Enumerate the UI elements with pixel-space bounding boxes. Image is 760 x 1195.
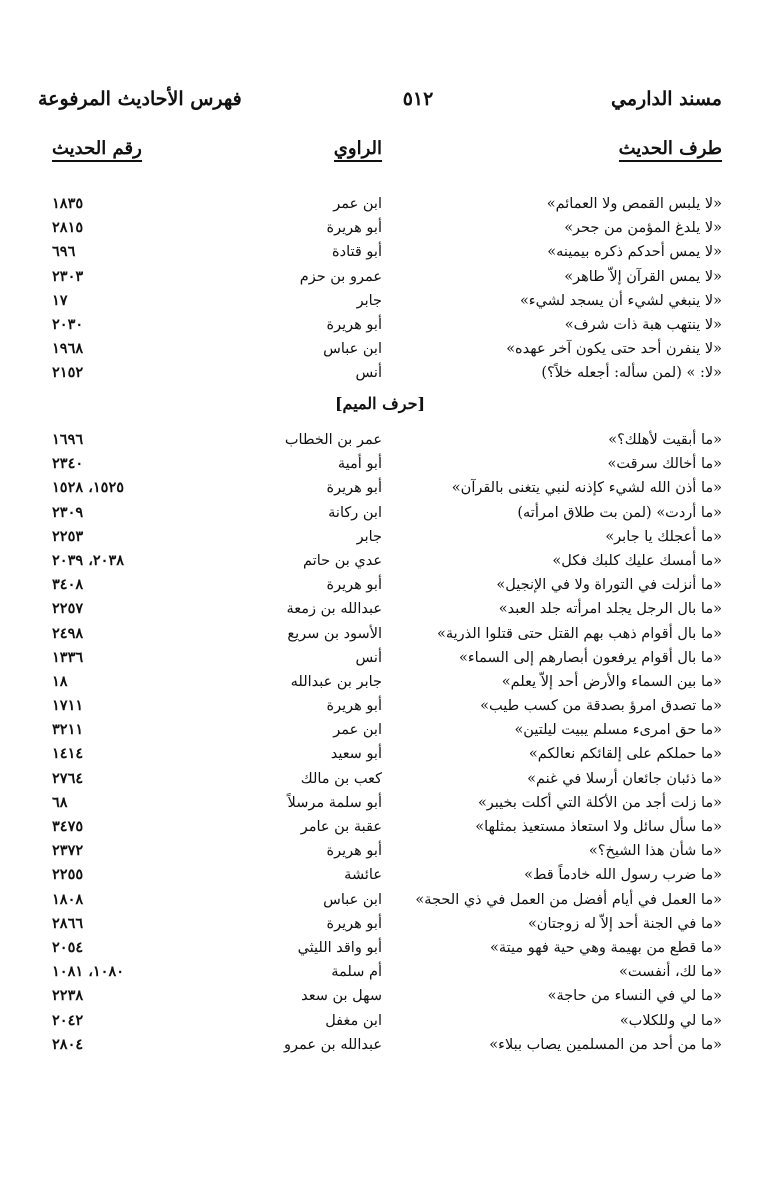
hadith-row (38, 694, 722, 718)
hadith-row (38, 767, 722, 791)
hadith-row (38, 622, 722, 646)
index-title: فهرس الأحاديث المرفوعة (38, 88, 242, 110)
hadith-narrator: عمر بن الخطاب (284, 432, 382, 448)
hadith-narrator: أبو هريرة (326, 577, 382, 594)
hadith-narrator: ابن عباس (323, 891, 382, 908)
hadith-narrator: ابن ركانة (328, 504, 382, 521)
hadith-number: ٢٢٥٣ (52, 527, 84, 545)
hadith-number: ١٨٠٨ (52, 890, 84, 908)
hadith-row (38, 863, 722, 887)
hadith-row (38, 646, 722, 670)
hadith-narrator: أنس (355, 649, 382, 666)
hadith-narrator: أم سلمة (331, 964, 382, 981)
hadith-narrator: كعب بن مالك (300, 770, 382, 787)
hadith-narrator: الأسود بن سريع (287, 625, 382, 642)
hadith-row (38, 742, 722, 766)
hadith-narrator: عائشة (344, 867, 382, 884)
hadith-number: ٢٣٧٢ (52, 842, 84, 860)
hadith-text: «ما أنزلت في التوراة ولا في الإنجيل» (496, 577, 722, 594)
hadith-row (38, 265, 722, 289)
hadith-list-lam (38, 192, 722, 386)
hadith-narrator: أبو سلمة مرسلاً (287, 794, 382, 811)
hadith-text: «ما لي في النساء من حاجة» (547, 988, 722, 1005)
hadith-row (38, 501, 722, 525)
hadith-row (38, 670, 722, 694)
hadith-narrator: أبو واقد الليثي (297, 939, 382, 956)
column-header-narrator: الراوي (334, 138, 382, 162)
hadith-text: «ما بال الرجل يجلد امرأته جلد العبد» (498, 601, 722, 618)
hadith-row (38, 289, 722, 313)
hadith-text: «ما في الجنة أحد إلاّ له زوجتان» (527, 915, 722, 932)
hadith-number: ١٩٦٨ (52, 340, 84, 358)
hadith-number: ٢٢٥٧ (52, 600, 84, 618)
hadith-text: «ما قطع من بهيمة وهي حية فهو ميتة» (489, 939, 722, 956)
hadith-row (38, 525, 722, 549)
hadith-row (38, 984, 722, 1008)
hadith-row (38, 313, 722, 337)
column-header-hadith: طرف الحديث (619, 138, 722, 162)
hadith-number: ٢٨٠٤ (52, 1035, 84, 1053)
hadith-narrator: عبدالله بن عمرو (284, 1036, 382, 1053)
hadith-text: «ما ضرب رسول الله خادماً قط» (524, 867, 722, 884)
hadith-narrator: أبو قتادة (332, 244, 382, 261)
hadith-row (38, 428, 722, 452)
hadith-narrator: أبو هريرة (326, 698, 382, 715)
hadith-row (38, 216, 722, 240)
hadith-number: ٢٧٦٤ (52, 769, 84, 787)
hadith-number: ١٤١٤ (52, 745, 84, 763)
hadith-row (38, 240, 722, 264)
hadith-number: ٢٠٥٤ (52, 938, 84, 956)
hadith-row (38, 1033, 722, 1057)
hadith-text: «ما من أحد من المسلمين يصاب ببلاء» (489, 1036, 722, 1053)
hadith-number: ١٧١١ (52, 697, 84, 715)
hadith-number: ١٨٣٥ (52, 195, 84, 212)
hadith-number: ٢٠٤٢ (52, 1011, 84, 1029)
hadith-text: «ما أمسك عليك كلبك فكل» (552, 552, 722, 569)
hadith-row (38, 960, 722, 984)
section-heading-meem: [حرف الميم] (334, 394, 426, 413)
hadith-text: «ما حملكم على إلقائكم نعالكم» (528, 746, 722, 763)
hadith-text: «لا ينبغي لشيء أن يسجد لشيء» (519, 292, 722, 309)
hadith-row (38, 192, 722, 216)
hadith-number: ١٠٨٠، ١٠٨١ (52, 963, 125, 981)
hadith-narrator: ابن عباس (323, 341, 382, 358)
hadith-row (38, 912, 722, 936)
hadith-narrator: أبو هريرة (326, 843, 382, 860)
hadith-number: ٢١٥٢ (52, 364, 84, 382)
hadith-row (38, 815, 722, 839)
hadith-number: ٢٤٩٨ (52, 624, 84, 642)
hadith-row (38, 1009, 722, 1033)
hadith-number: ١٣٣٦ (52, 648, 84, 666)
hadith-text: «ما زلت أجد من الأكلة التي أكلت بخيبر» (477, 794, 722, 811)
hadith-number: ٢٢٣٨ (52, 987, 84, 1005)
hadith-narrator: أبو هريرة (326, 220, 382, 237)
hadith-text: «ما لي وللكلاب» (619, 1012, 722, 1029)
hadith-narrator: أنس (355, 365, 382, 382)
hadith-text: «ما أعجلك يا جابر» (605, 528, 722, 545)
hadith-row (38, 361, 722, 385)
hadith-text: «ما بين السماء والأرض أحد إلاّ يعلم» (501, 673, 722, 690)
hadith-number: ١٧ (52, 291, 68, 309)
hadith-row (38, 476, 722, 500)
hadith-number: ٦٨ (52, 793, 68, 811)
hadith-row (38, 888, 722, 912)
hadith-narrator: ابن عمر (333, 196, 382, 212)
hadith-text: «لا يلبس القمص ولا العمائم» (546, 196, 722, 212)
hadith-row (38, 452, 722, 476)
running-head (38, 88, 722, 120)
hadith-narrator: ابن مغفل (325, 1012, 382, 1029)
hadith-row (38, 549, 722, 573)
hadith-text: «ما ذئبان جائعان أرسلا في غنم» (527, 770, 722, 787)
hadith-narrator: جابر بن عبدالله (290, 673, 382, 690)
hadith-row (38, 718, 722, 742)
hadith-text: «لا ينتهب هبة ذات شرف» (564, 316, 722, 333)
hadith-narrator: عقبة بن عامر (300, 819, 382, 835)
hadith-number: ٢٢٥٥ (52, 866, 84, 884)
hadith-number: ٢٣٠٩ (52, 503, 84, 521)
hadith-narrator: جابر (356, 292, 382, 309)
hadith-text: «ما بال أقوام يرفعون أبصارهم إلى السماء» (458, 649, 722, 666)
hadith-number: ٢٨٦٦ (52, 914, 84, 932)
hadith-text: «ما أخالك سرقت» (607, 456, 722, 473)
hadith-narrator: أبو هريرة (326, 316, 382, 333)
hadith-row (38, 573, 722, 597)
hadith-row (38, 337, 722, 361)
hadith-narrator: ابن عمر (333, 722, 382, 739)
hadith-text: «ما أبقيت لأهلك؟» (608, 432, 722, 448)
hadith-text: «ما بال أقوام ذهب بهم القتل حتى قتلوا الذرية» (436, 625, 722, 642)
hadith-row (38, 597, 722, 621)
hadith-number: ٢٠٣٠ (52, 315, 84, 333)
hadith-number: ٢٣٠٣ (52, 267, 84, 285)
hadith-row (38, 791, 722, 815)
hadith-narrator: عدي بن حاتم (303, 552, 382, 569)
hadith-text: «ما أذن الله لشيء كإذنه لنبي يتغنى بالقرآن» (451, 480, 722, 497)
hadith-narrator: أبو سعيد (330, 746, 382, 763)
hadith-row (38, 839, 722, 863)
column-header-number: رقم الحديث (52, 138, 142, 162)
hadith-narrator: سهل بن سعد (301, 988, 382, 1005)
column-headers (38, 138, 722, 172)
page-number: ٥١٢ (402, 88, 434, 110)
hadith-narrator: أبو هريرة (326, 480, 382, 497)
hadith-text: «ما العمل في أيام أفضل من العمل في ذي الحجة» (415, 891, 722, 908)
hadith-narrator: أبو أمية (337, 456, 382, 473)
hadith-text: «ما حق امرىء مسلم يبيت ليلتين» (514, 722, 722, 739)
hadith-number: ١٨ (52, 672, 68, 690)
hadith-narrator: عبدالله بن زمعة (286, 601, 382, 618)
hadith-number: ٢٨١٥ (52, 219, 84, 237)
hadith-text: «لا يلدغ المؤمن من جحر» (564, 220, 722, 237)
hadith-narrator: جابر (356, 528, 382, 545)
hadith-number: ٣٢١١ (52, 721, 84, 739)
hadith-narrator: أبو هريرة (326, 915, 382, 932)
hadith-number: ٢٠٣٨، ٢٠٣٩ (52, 551, 125, 569)
hadith-text: «ما شأن هذا الشيخ؟» (588, 843, 722, 860)
hadith-text: «لا يمس أحدكم ذكره بيمينه» (547, 244, 722, 261)
book-title: مسند الدارمي (611, 88, 722, 110)
hadith-number: ٦٩٦ (52, 243, 76, 261)
hadith-text: «ما سأل سائل ولا استعاذ مستعيذ بمثلها» (475, 819, 722, 835)
hadith-text: «ما لك، أنفست» (618, 964, 722, 981)
hadith-row (38, 936, 722, 960)
hadith-text: «ما تصدق امرؤ بصدقة من كسب طيب» (480, 698, 722, 715)
hadith-number: ١٥٢٥، ١٥٢٨ (52, 479, 125, 497)
hadith-text: «لا يمس القرآن إلاّ طاهر» (564, 268, 722, 285)
hadith-number: ٣٤٧٥ (52, 818, 84, 835)
hadith-text: «ما أردت» (لمن بت طلاق امرأته) (517, 504, 722, 521)
hadith-number: ٢٣٤٠ (52, 455, 84, 473)
hadith-narrator: عمرو بن حزم (299, 268, 382, 285)
hadith-list-meem (38, 428, 722, 1057)
hadith-text: «لا ينفرن أحد حتى يكون آخر عهده» (506, 341, 722, 358)
hadith-number: ٣٤٠٨ (52, 576, 84, 594)
hadith-number: ١٦٩٦ (52, 431, 84, 448)
hadith-text: «لا: » (لمن سأله: أجعله خلاً؟) (541, 365, 722, 382)
